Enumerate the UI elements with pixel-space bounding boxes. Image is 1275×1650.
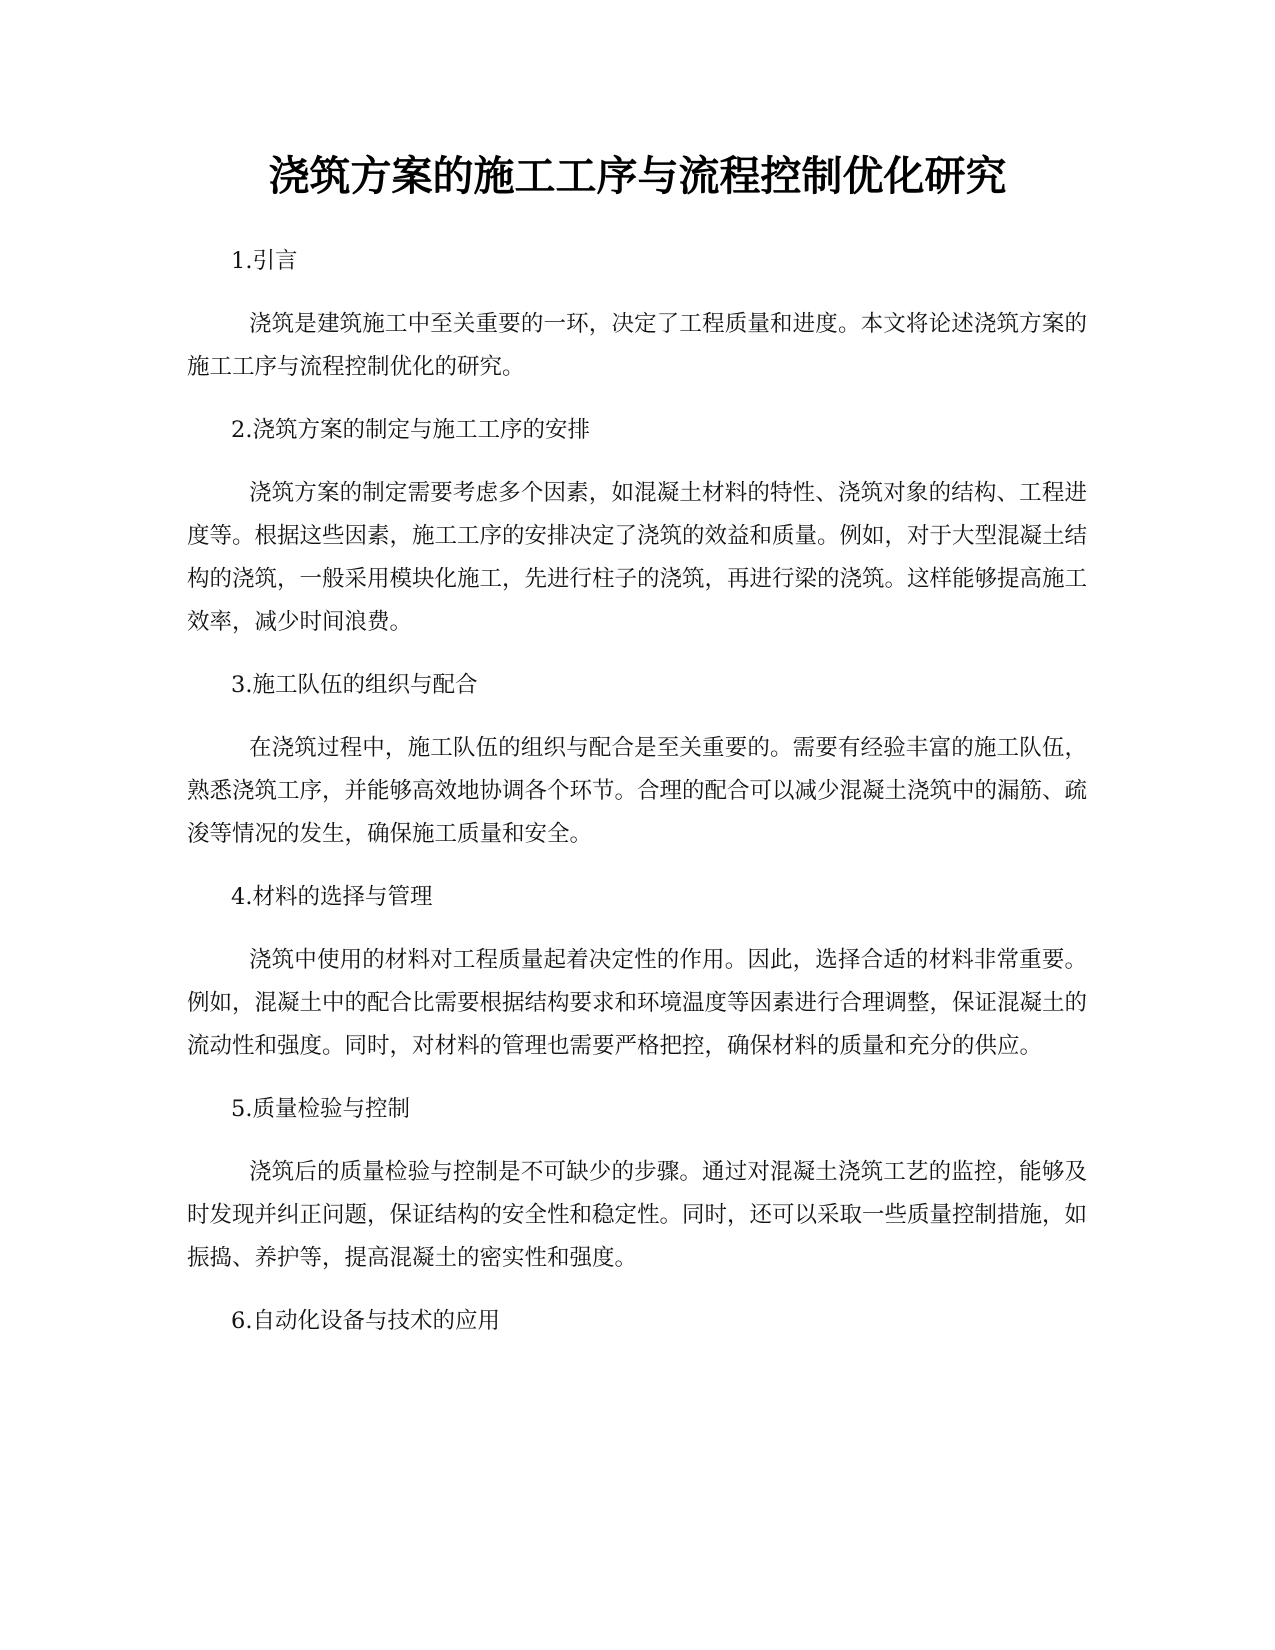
- section-paragraph-plan: 浇筑方案的制定需要考虑多个因素，如混凝土材料的特性、浇筑对象的结构、工程进度等。根据这些因素，施工工序的安排决定了浇筑的效益和质量。例如，对于大型混凝土结构的浇筑，一般采用模块化施工，先进行柱子的浇筑，再进行梁的浇筑。这样能够提高施工效率，减少时间浪费。: [187, 480, 1088, 635]
- section-paragraph-team: 在浇筑过程中，施工队伍的组织与配合是至关重要的。需要有经验丰富的施工队伍，熟悉浇筑工序，并能够高效地协调各个环节。合理的配合可以减少混凝土浇筑中的漏筋、疏浚等情况的发生，确保施工质量和安全。: [187, 735, 1088, 847]
- section-heading-team: 3.施工队伍的组织与配合: [231, 672, 478, 698]
- section-paragraph-quality: 浇筑后的质量检验与控制是不可缺少的步骤。通过对混凝土浇筑工艺的监控，能够及时发现并纠正问题，保证结构的安全性和稳定性。同时，还可以采取一些质量控制措施，如振捣、养护等，提高混凝土的密实性和强度。: [187, 1159, 1088, 1271]
- section-heading-automation: 6.自动化设备与技术的应用: [231, 1308, 500, 1334]
- document-body: [187, 240, 1087, 1363]
- section-paragraph-materials: 浇筑中使用的材料对工程质量起着决定性的作用。因此，选择合适的材料非常重要。例如，混凝土中的配合比需要根据结构要求和环境温度等因素进行合理调整，保证混凝土的流动性和强度。同时，对材料的管理也需要严格把控，确保材料的质量和充分的供应。: [187, 947, 1088, 1059]
- section-heading-quality: 5.质量检验与控制: [231, 1096, 410, 1122]
- section-paragraph-intro: 浇筑是建筑施工中至关重要的一环，决定了工程质量和进度。本文将论述浇筑方案的施工工序与流程控制优化的研究。: [187, 311, 1087, 380]
- section-heading-intro: 1.引言: [231, 248, 298, 274]
- section-heading-plan: 2.浇筑方案的制定与施工工序的安排: [231, 417, 590, 443]
- document-title: 浇筑方案的施工工序与流程控制优化研究: [268, 152, 1007, 200]
- section-heading-materials: 4.材料的选择与管理: [231, 884, 433, 910]
